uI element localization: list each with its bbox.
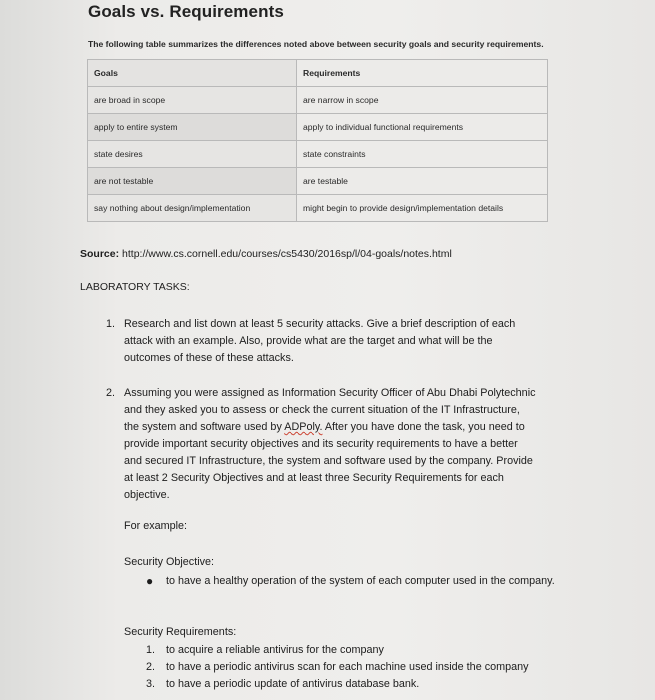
task-number: 1.	[106, 318, 116, 330]
task-line: attack with an example. Also, provide what are the target and what will be the	[124, 335, 493, 347]
list-number: 2.	[146, 661, 156, 673]
list-text: to have a periodic update of antivirus database bank.	[166, 678, 420, 690]
page-title: Goals vs. Requirements	[88, 2, 284, 21]
table-cell: are testable	[297, 168, 548, 195]
task-line: Research and list down at least 5 security attacks. Give a brief description of each	[124, 318, 516, 330]
table-cell: apply to individual functional requirements	[297, 114, 548, 141]
task-body	[124, 385, 616, 504]
list-item	[146, 642, 529, 659]
table-cell: state constraints	[297, 141, 548, 168]
table-row	[88, 114, 548, 141]
task-line: provide important security objectives and its security requirements to have a better	[124, 438, 518, 450]
lab-tasks-heading: LABORATORY TASKS:	[80, 281, 190, 293]
list-text: to have a periodic antivirus scan for each machine used inside the company	[166, 661, 529, 673]
example-label: For example:	[124, 520, 188, 532]
list-item	[146, 659, 529, 676]
table-row	[88, 168, 548, 195]
security-objective-label: Security Objective:	[124, 556, 215, 568]
table-cell: apply to entire system	[88, 114, 297, 141]
table-cell: are broad in scope	[88, 87, 297, 114]
table-row	[88, 87, 548, 114]
table-cell: might begin to provide design/implementation details	[297, 195, 548, 222]
table-header-requirements: Requirements	[297, 60, 548, 87]
bullet-icon: ●	[146, 574, 154, 588]
task-line: at least 2 Security Objectives and at least three Security Requirements for each	[124, 472, 504, 484]
source-label: Source:	[80, 248, 120, 260]
table-row	[88, 141, 548, 168]
list-item	[146, 676, 529, 693]
table-header-goals: Goals	[88, 60, 297, 87]
goals-requirements-table	[87, 59, 548, 222]
task-item-2	[106, 385, 616, 504]
table-header-row	[88, 60, 548, 87]
source-line	[80, 248, 452, 260]
table-cell: are not testable	[88, 168, 297, 195]
task-line: Assuming you were assigned as Information Security Officer of Abu Dhabi Polytechnic	[124, 387, 536, 399]
security-requirements-label: Security Requirements:	[124, 626, 237, 638]
table-cell: say nothing about design/implementation	[88, 195, 297, 222]
list-number: 1.	[146, 644, 156, 656]
task-line-end: After you have done the task, you need to	[322, 421, 525, 433]
bullet-text: to have a healthy operation of the system of each computer used in the company.	[166, 575, 555, 587]
misspelled-word: ADPoly.	[284, 421, 323, 433]
security-requirements-list	[146, 642, 529, 693]
table-cell: state desires	[88, 141, 297, 168]
task-line	[124, 419, 616, 436]
task-line: objective.	[124, 489, 170, 501]
table-cell: are narrow in scope	[297, 87, 548, 114]
source-url: http://www.cs.cornell.edu/courses/cs5430/2016sp/l/04-goals/notes.html	[122, 248, 452, 260]
task-line: outcomes of these of these attacks.	[124, 352, 294, 364]
task-number: 2.	[106, 387, 116, 399]
task-line: and secured IT Infrastructure, the system and software used by the company. Provide	[124, 455, 533, 467]
intro-text: The following table summarizes the differences noted above between security goals and security requirements.	[88, 39, 544, 49]
list-number: 3.	[146, 678, 156, 690]
table-row	[88, 195, 548, 222]
task-body	[124, 316, 616, 367]
task-line: and they asked you to assess or check the current situation of the IT Infrastructure,	[124, 404, 520, 416]
task-item-1	[106, 316, 616, 367]
list-text: to acquire a reliable antivirus for the company	[166, 644, 384, 656]
task-line-start: the system and software used by	[124, 421, 285, 433]
